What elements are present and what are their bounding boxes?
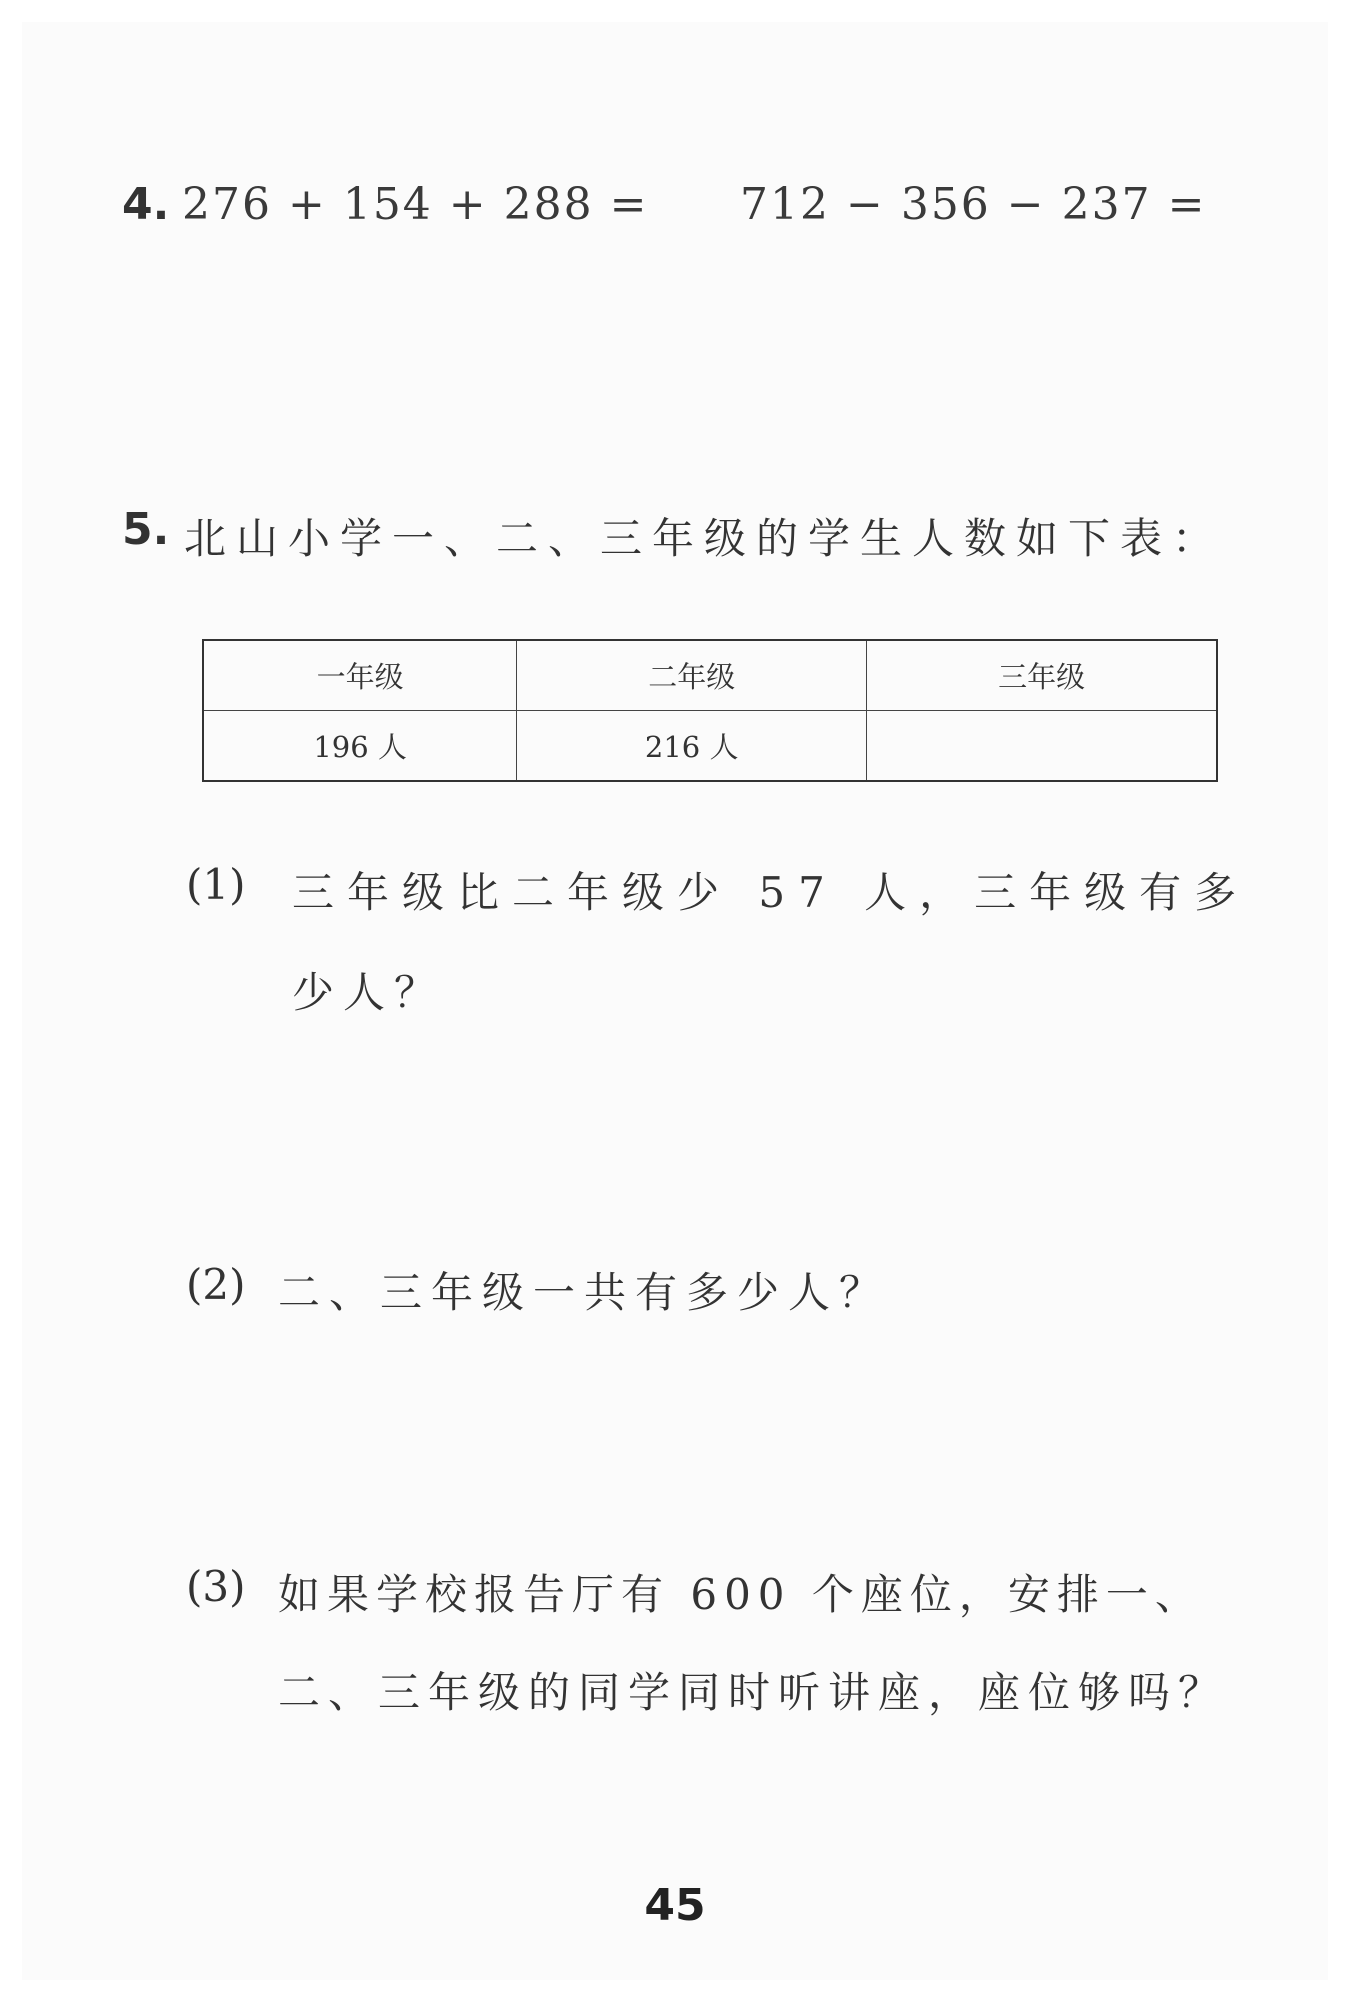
page-number: 45 — [644, 1880, 706, 1931]
table-header-grade-3: 三年级 — [867, 640, 1217, 711]
worksheet-page — [22, 22, 1328, 1980]
question-4-expression-1: 276 + 154 + 288 = — [182, 179, 649, 230]
student-count-table — [202, 639, 1218, 782]
sub-question-1-line-2: 少人？ — [292, 968, 446, 1017]
sub-question-1-label: (1) — [186, 860, 246, 909]
sub-question-2-line-1: 二、三年级一共有多少人？ — [278, 1268, 891, 1317]
table-value-grade-2: 216 人 — [517, 711, 867, 782]
sub-question-2-label: (2) — [186, 1260, 246, 1309]
table-header-grade-2: 二年级 — [517, 640, 867, 711]
table-value-grade-3 — [867, 711, 1217, 782]
table-header-row — [203, 640, 1217, 711]
sub-question-1-line-1: 三年级比二年级少 57 人，三年级有多 — [292, 868, 1250, 917]
sub-question-3-label: (3) — [186, 1562, 246, 1611]
question-4-expression-2: 712 − 356 − 237 = — [740, 179, 1207, 230]
sub-question-3-line-2: 二、三年级的同学同时听讲座，座位够吗？ — [278, 1668, 1229, 1717]
question-5-intro: 北山小学一、二、三年级的学生人数如下表： — [184, 514, 1225, 563]
table-value-grade-1: 196 人 — [203, 711, 517, 782]
table-header-grade-1: 一年级 — [203, 640, 517, 711]
question-5-number: 5. — [122, 504, 170, 555]
question-4-number: 4. — [122, 179, 170, 230]
table-value-row — [203, 711, 1217, 782]
sub-question-3-line-1: 如果学校报告厅有 600 个座位，安排一、 — [278, 1570, 1204, 1619]
